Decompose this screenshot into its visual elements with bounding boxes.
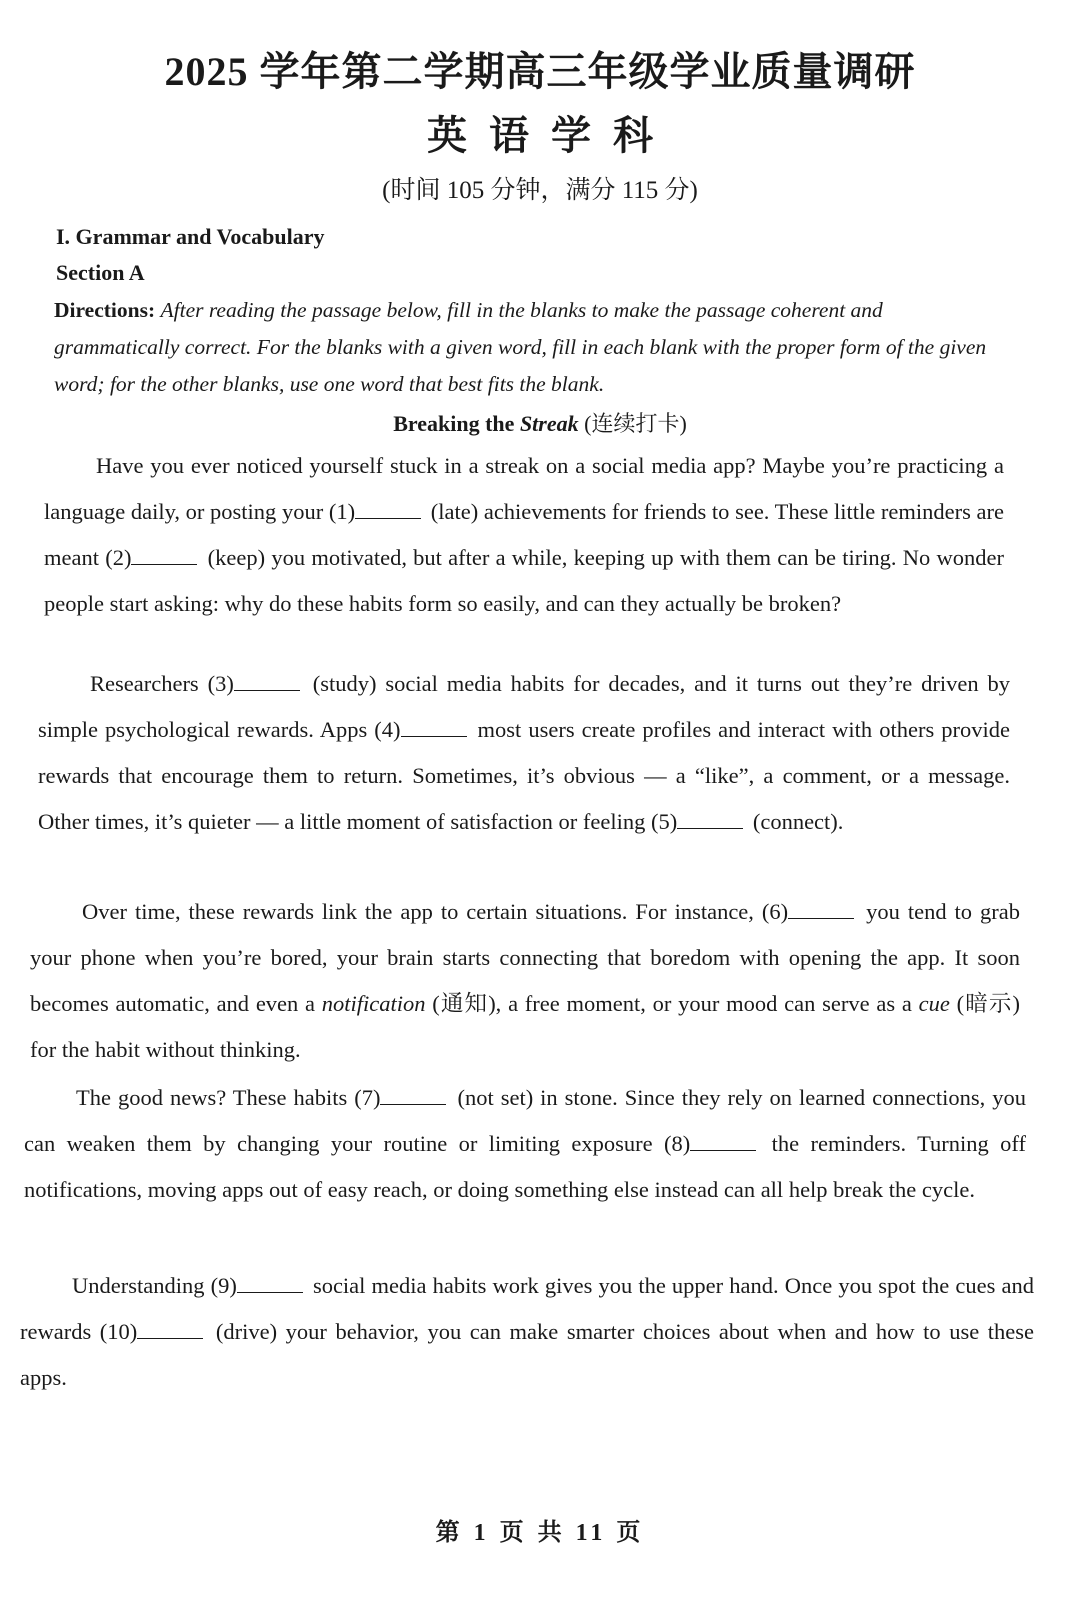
passage-title [0,407,1080,438]
directions [54,292,994,403]
part-heading: I. Grammar and Vocabulary [56,224,325,249]
p5-text-b: social media habits work gives you the upper hand. Once you spot the cues and rewards (10) [20,1273,1034,1344]
paragraph-4 [24,1075,1026,1213]
blank-3 [234,668,300,691]
p4-text-a: The good news? These habits (7) [76,1085,381,1110]
blank-1 [355,496,421,519]
p4-text-c: the reminders. Turning off notifications, moving apps out of easy reach, or doing something else instead can all help break the cycle. [24,1131,1026,1202]
passage-title-italic: Streak [519,411,579,436]
blank-10 [137,1316,203,1339]
section-heading: Section A [56,260,145,285]
p1-text-a: Have you ever noticed yourself stuck in a streak on a social media app? Maybe you’re practicing a language daily, or posting your (1) [44,453,1004,524]
p1-text-c: (keep) you motivated, but after a while, keeping up with them can be tiring. No wonder people start asking: why do these habits form so easily, and can they actually be broken? [44,545,1004,616]
paragraph-2 [38,661,1010,845]
paragraph-5 [20,1263,1034,1401]
p5-text-a: Understanding (9) [72,1273,237,1298]
blank-4 [401,714,467,737]
page-number: 第 1 页 共 11 页 [435,1520,645,1546]
directions-label: Directions: [54,298,156,322]
p2-text-c: most users create profiles and interact with others provide rewards that encourage them to return. Sometimes, it’s obvious — a “like”, a comment, or a message. Other times, it’s quieter — a little moment of satisfaction or feeling (5) [38,717,1010,834]
blank-2 [131,542,197,565]
time-info: (时间 105 分钟，满分 115 分) [382,177,698,204]
blank-8 [690,1128,756,1151]
p5-text-c: (drive) your behavior, you can make smarter choices about when and how to use these apps. [20,1319,1035,1390]
p3-notification: notification [321,991,426,1016]
blank-9 [237,1270,303,1293]
exam-title: 2025 学年第二学期高三年级学业质量调研 [164,49,916,94]
passage-title-cn: (连续打卡) [578,411,687,436]
p3-text-a: Over time, these rewards link the app to certain situations. For instance, (6) [82,899,789,924]
paragraph-3 [30,889,1020,1073]
p1-text-b: (late) achievements for friends to see. These little reminders are meant (2) [44,499,1005,570]
p3-text-b: you tend to grab your phone when you’re bored, your brain starts connecting that boredom with opening the app. It soon becomes automatic, and even a [30,899,1021,1016]
p2-text-a: Researchers (3) [90,671,234,696]
blank-6 [788,896,854,919]
blank-5 [677,806,743,829]
blank-7 [380,1082,446,1105]
passage-title-prefix: Breaking the [393,411,520,436]
subject-title: 英语学科 [427,113,675,158]
p3-text-c: (通知), a free moment, or your mood can serve as a [425,991,919,1016]
p2-text-b: (study) social media habits for decades, and it turns out they’re driven by simple psychological rewards. Apps (4) [38,671,1010,742]
p3-text-d: (暗示) for the habit without thinking. [30,991,1020,1062]
paragraph-1 [44,443,1004,627]
p4-text-b: (not set) in stone. Since they rely on learned connections, you can weaken them by changing your routine or limiting exposure (8) [24,1085,1026,1156]
p2-text-d: (connect). [747,809,844,834]
directions-text: After reading the passage below, fill in the blanks to make the passage coherent and grammatically correct. For the blanks with a given word, fill in each blank with the proper form of the given word; for the other blanks, use one word that best fits the blank. [54,298,987,396]
p3-cue: cue [918,991,950,1016]
